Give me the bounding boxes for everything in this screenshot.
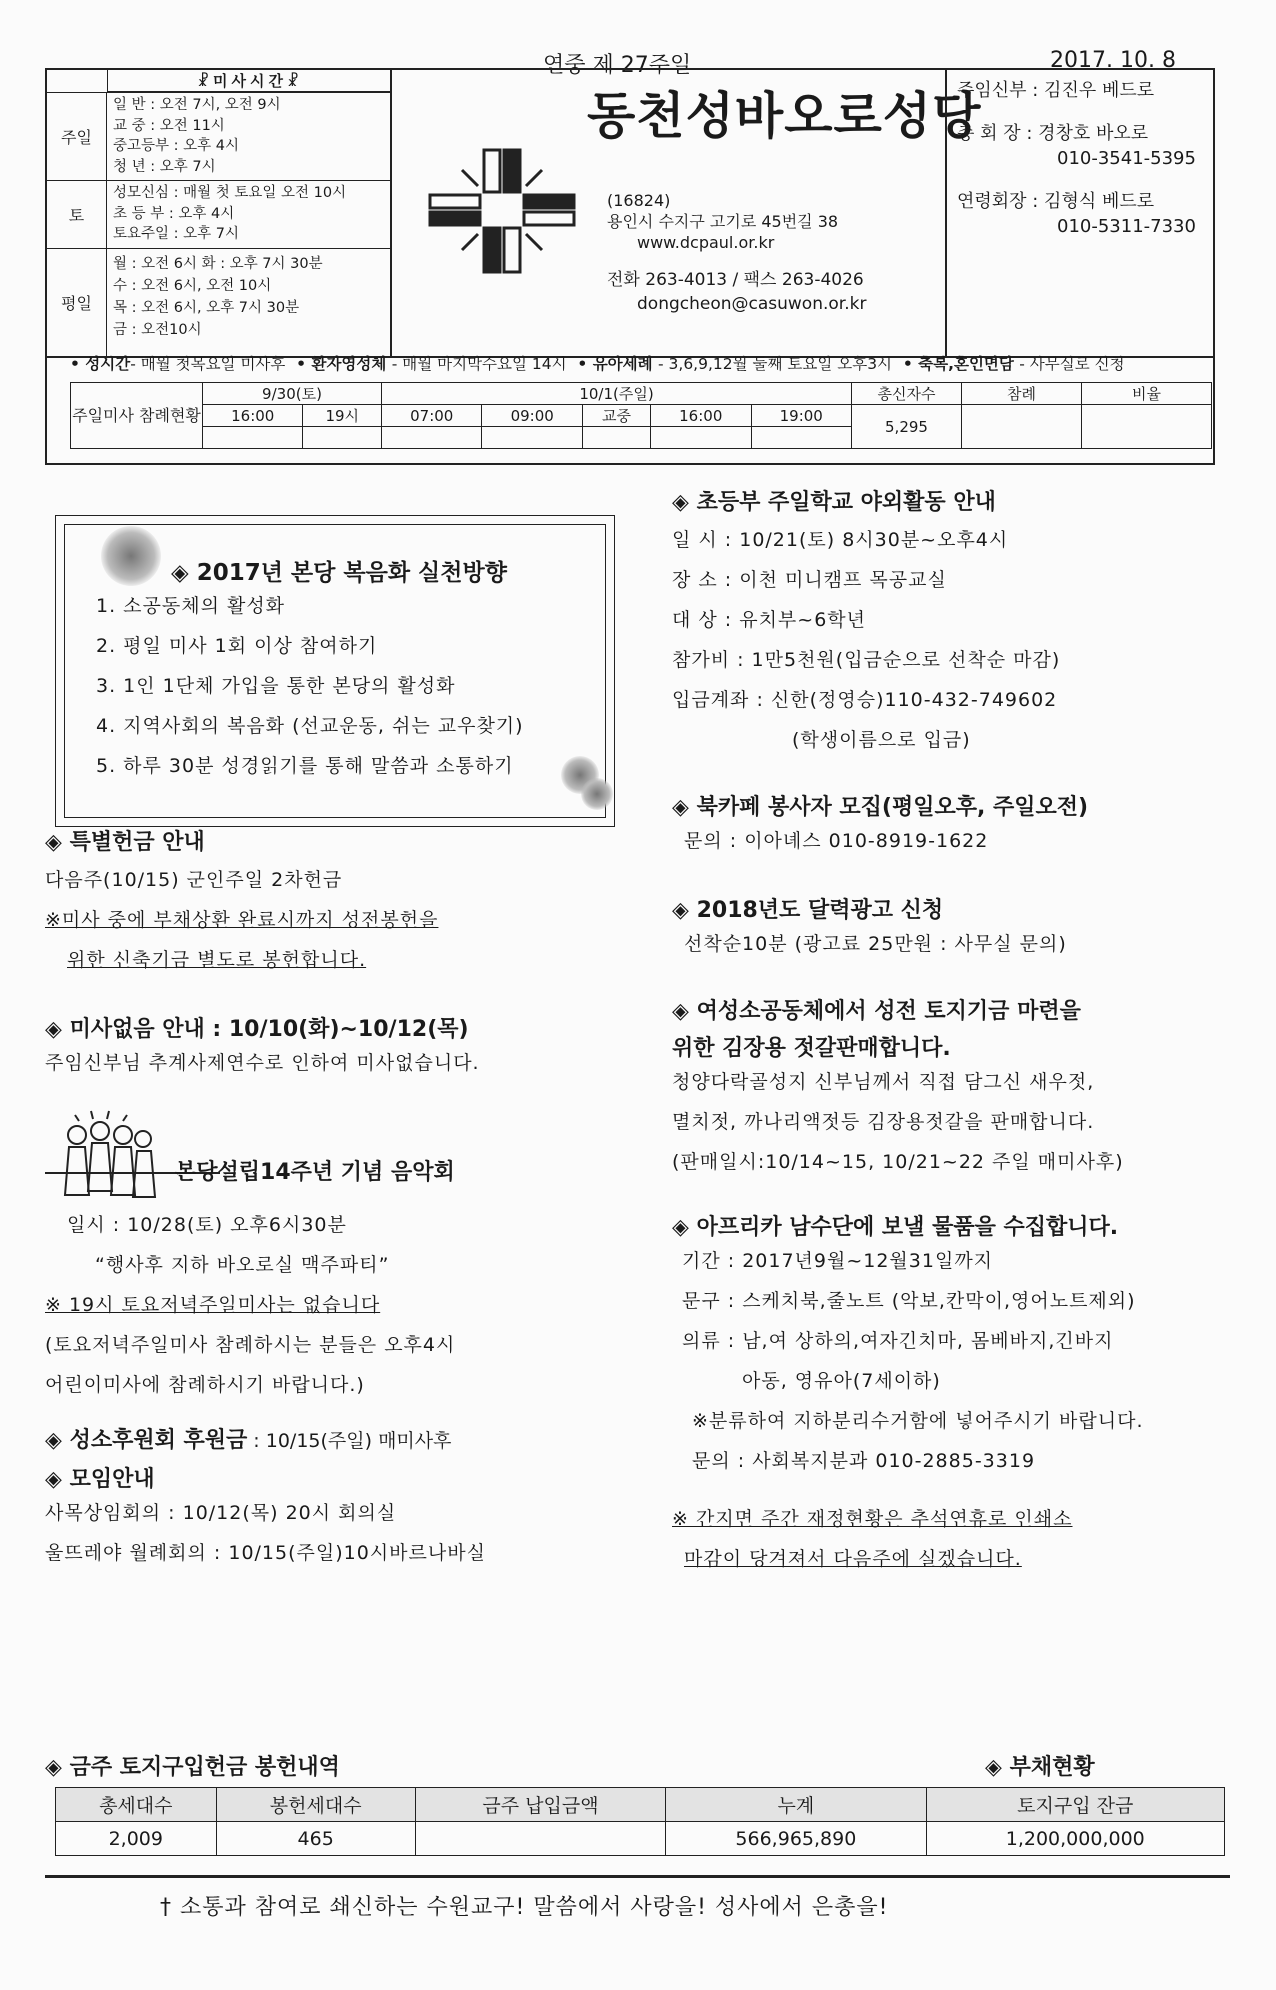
calendar-ad-title: ◈ 2018년도 달력광고 신청 [672, 898, 944, 923]
special-offering-title: ◈ 특별헌금 안내 [45, 830, 205, 855]
table-cell: 566,965,890 [666, 1822, 926, 1856]
mass-item: 월 : 오전 6시 화 : 오후 7시 30분 [113, 256, 323, 272]
special-offering-note-2: 위한 신축기금 별도로 봉헌합니다. [67, 949, 367, 971]
staff-panel [945, 70, 1215, 356]
table-header: 토지구입 잔금 [926, 1788, 1224, 1822]
issue-date: 2017. 10. 8 [1050, 48, 1176, 73]
count-cell [303, 427, 382, 449]
mass-item: 목 : 오전 6시, 오후 7시 30분 [113, 300, 300, 316]
table-header: 봉헌세대수 [216, 1788, 415, 1822]
debt-title: ◈ 부채현황 [985, 1755, 1095, 1780]
count-cell [582, 427, 650, 449]
concert-note: ※ 19시 토요저녁주일미사는 없습니다 [45, 1294, 381, 1316]
time-cell: 16:00 [651, 405, 751, 427]
notice-label: • 성시간 [70, 355, 131, 373]
choir-icon [55, 1105, 165, 1205]
mass-schedule-panel [47, 70, 392, 356]
mass-item: 중고등부 : 오후 4시 [113, 138, 239, 154]
believers-count: 5,295 [852, 405, 962, 449]
mass-day-label: 주일 [47, 93, 107, 180]
footer-divider [45, 1875, 1230, 1878]
time-cell: 09:00 [482, 405, 582, 427]
list-item: 3. 1인 1단체 가입을 통한 본당의 활성화 [96, 675, 456, 697]
mass-item: 청 년 : 오후 7시 [113, 158, 216, 175]
concert-note-2: (토요저녁주일미사 참례하시는 분들은 오후4시 [45, 1334, 456, 1356]
church-name: 동천성바오로성당 [587, 87, 982, 145]
special-offering-note: ※미사 중에 부채상환 완료시까지 성전봉헌을 [45, 909, 439, 931]
mass-item: 금 : 오전10시 [113, 322, 202, 338]
evangelization-box [55, 515, 615, 827]
kimchi-sale-text: (판매일시:10/14~15, 10/21~22 주일 매미사후) [672, 1151, 1124, 1173]
church-contact [607, 268, 866, 316]
count-cell [651, 427, 751, 449]
land-offering-title: ◈ 금주 토지구입헌금 봉헌내역 [45, 1755, 340, 1780]
time-cell: 07:00 [382, 405, 482, 427]
meeting-title: ◈ 모임안내 [45, 1467, 155, 1492]
finance-note: ※ 간지면 주간 재정현황은 추석연휴로 인쇄소 [672, 1508, 1073, 1530]
mass-row-sunday [47, 92, 390, 180]
count-cell [751, 427, 852, 449]
notice-label: • 유아세례 [577, 355, 653, 373]
africa-item: 아동, 영유아(7세이하) [742, 1370, 941, 1392]
attendance-row-label: 주일미사 참례현황 [71, 383, 203, 449]
notice-value: - 매월 마지막수요일 14시 [391, 355, 567, 373]
attendance-sat-header: 9/30(토) [203, 383, 382, 405]
council-president-phone: 010-3541-5395 [1057, 148, 1196, 169]
believers-header: 총신자수 [852, 383, 962, 405]
mass-row-saturday [47, 180, 390, 248]
notice-bar [70, 352, 1210, 374]
bookcafe-title: ◈ 북카페 봉사자 모집(평일오후, 주일오전) [672, 795, 1089, 820]
list-item: 4. 지역사회의 복음화 (선교운동, 쉬는 교우찾기) [96, 715, 524, 737]
kimchi-sale-title: ◈ 여성소공동체에서 성전 토지기금 마련을 [672, 999, 1081, 1024]
postcode: (16824) [607, 191, 671, 210]
count-cell [203, 427, 303, 449]
evangelization-title: ◈ 2017년 본당 복음화 실천방향 [171, 560, 507, 586]
mass-schedule-title: ☧미사시간☧ [107, 70, 392, 92]
attend-value [962, 405, 1082, 449]
mass-day-label: 토 [47, 181, 107, 248]
issue-label: 연중 제 27주일 [543, 53, 692, 78]
meeting-item: 사목상임회의 : 10/12(목) 20시 회의실 [45, 1502, 397, 1524]
outing-title: ◈ 초등부 주일학교 야외활동 안내 [672, 490, 996, 515]
mass-item: 토요주일 : 오후 7시 [113, 226, 239, 242]
council-president: 총 회 장 : 경창호 바오로 [957, 123, 1149, 144]
table-cell [415, 1822, 665, 1856]
bookcafe-contact: 문의 : 이아녜스 010-8919-1622 [684, 830, 989, 852]
meeting-item: 울뜨레야 월례회의 : 10/15(주일)10시바르나바실 [45, 1542, 486, 1564]
left-column [45, 825, 625, 1573]
diocese-motto: † 소통과 참여로 쇄신하는 수원교구! 말씀에서 사랑을! 성사에서 은총을! [160, 1895, 889, 1920]
africa-item: ※분류하여 지하분리수거함에 넣어주시기 바랍니다. [692, 1410, 1144, 1432]
notice-label: • 환자영성체 [296, 355, 387, 373]
kimchi-sale-text: 멸치젓, 까나리액젓등 김장용젓갈을 판매합니다. [672, 1111, 1095, 1133]
table-header: 금주 납입금액 [415, 1788, 665, 1822]
outing-item: 입금계좌 : 신한(정영승)110-432-749602 [672, 689, 1058, 711]
notice-label: • 축복,혼인면담 [902, 355, 1014, 373]
vocation-support-text: : 10/15(주일) 매미사후 [247, 1430, 452, 1452]
list-item: 5. 하루 30분 성경읽기를 통해 말씀과 소통하기 [96, 755, 514, 777]
evangelization-list [96, 586, 524, 786]
no-mass-text: 주임신부님 추계사제연수로 인하여 미사없습니다. [45, 1052, 480, 1074]
table-cell: 2,009 [56, 1822, 217, 1856]
time-cell: 19:00 [751, 405, 852, 427]
list-item: 2. 평일 미사 1회 이상 참여하기 [96, 635, 378, 657]
notice-value: - 3,6,9,12월 둘째 토요일 오후3시 [658, 355, 893, 373]
phone-fax: 전화 263-4013 / 팩스 263-4026 [607, 270, 864, 290]
mass-item: 교 중 : 오전 11시 [113, 117, 225, 134]
bulletin-header [45, 68, 1215, 358]
outing-item: 참가비 : 1만5천원(입금순으로 선착순 마감) [672, 649, 1061, 671]
count-cell [382, 427, 482, 449]
table-header: 총세대수 [56, 1788, 217, 1822]
table-header: 누계 [666, 1788, 926, 1822]
vocation-support [45, 1423, 625, 1454]
funeral-lead: 연령회장 : 김형식 베드로 [957, 191, 1155, 212]
mass-day-label: 평일 [47, 249, 107, 356]
time-cell: 19시 [303, 405, 382, 427]
special-offering-text: 다음주(10/15) 군인주일 2차헌금 [45, 869, 343, 891]
mass-row-weekday [47, 248, 390, 356]
mass-item: 초 등 부 : 오후 4시 [113, 205, 235, 222]
table-cell: 1,200,000,000 [926, 1822, 1224, 1856]
email-link[interactable]: dongcheon@casuwon.or.kr [637, 294, 867, 314]
address-line: 용인시 수지구 고기로 45번길 38 [607, 212, 839, 231]
church-logo-icon [422, 140, 582, 280]
table-cell: 465 [216, 1822, 415, 1856]
land-offering-table [55, 1787, 1225, 1856]
concert-party: “행사후 지하 바오로실 맥주파티” [95, 1254, 390, 1276]
outing-item: 일 시 : 10/21(토) 8시30분~오후4시 [672, 529, 1009, 551]
church-address [607, 190, 838, 253]
right-column [672, 485, 1232, 1579]
time-cell: 16:00 [203, 405, 303, 427]
notice-value: - 매월 첫목요일 미사후 [130, 355, 286, 373]
africa-item: 문구 : 스케치북,줄노트 (악보,칸막이,영어노트제외) [682, 1290, 1136, 1312]
funeral-lead-phone: 010-5311-7330 [1057, 216, 1196, 237]
attendance-table [70, 382, 1212, 449]
attend-header: 참례 [962, 383, 1082, 405]
africa-item: 의류 : 남,여 상하의,여자긴치마, 몸베바지,긴바지 [682, 1330, 1114, 1352]
ratio-header: 비율 [1082, 383, 1212, 405]
kimchi-sale-text: 청양다락골성지 신부님께서 직접 담그신 새우젓, [672, 1071, 1095, 1093]
africa-item: 기간 : 2017년9월~12월31일까지 [682, 1250, 994, 1272]
outing-item: 대 상 : 유치부~6학년 [672, 609, 867, 631]
ratio-value [1082, 405, 1212, 449]
concert-title: 본당설립14주년 기념 음악회 [175, 1160, 455, 1185]
mass-item: 일 반 : 오전 7시, 오전 9시 [113, 97, 281, 113]
concert-time: 일시 : 10/28(토) 오후6시30분 [67, 1214, 347, 1236]
mass-item: 수 : 오전 6시, 오전 10시 [113, 278, 272, 294]
outing-item: (학생이름으로 입금) [792, 729, 971, 751]
africa-item: 문의 : 사회복지분과 010-2885-3319 [692, 1450, 1036, 1472]
concert-note-3: 어린이미사에 참례하시기 바랍니다.) [45, 1374, 365, 1396]
vocation-support-title: ◈ 성소후원회 후원금 [45, 1428, 248, 1453]
concert-header [45, 1105, 625, 1205]
calendar-ad-text: 선착순10분 (광고료 25만원 : 사무실 문의) [684, 933, 1067, 955]
list-item: 1. 소공동체의 활성화 [96, 595, 286, 617]
finance-note-2: 마감이 당겨져서 다음주에 실겠습니다. [684, 1548, 1022, 1570]
pastor: 주임신부 : 김진우 베드로 [957, 80, 1155, 101]
notice-value: - 사무실로 신청 [1019, 355, 1125, 373]
no-mass-title: ◈ 미사없음 안내 : 10/10(화)~10/12(목) [45, 1017, 469, 1042]
mass-item: 성모신심 : 매월 첫 토요일 오전 10시 [113, 185, 347, 201]
kimchi-sale-title-2: 위한 김장용 젓갈판매합니다. [672, 1036, 951, 1061]
website-link[interactable]: www.dcpaul.or.kr [637, 233, 775, 252]
africa-title: ◈ 아프리카 남수단에 보낼 물품을 수집합니다. [672, 1215, 1119, 1240]
time-cell: 교중 [582, 405, 650, 427]
outing-item: 장 소 : 이천 미니캠프 목공교실 [672, 569, 947, 591]
attendance-sun-header: 10/1(주일) [382, 383, 852, 405]
count-cell [482, 427, 582, 449]
